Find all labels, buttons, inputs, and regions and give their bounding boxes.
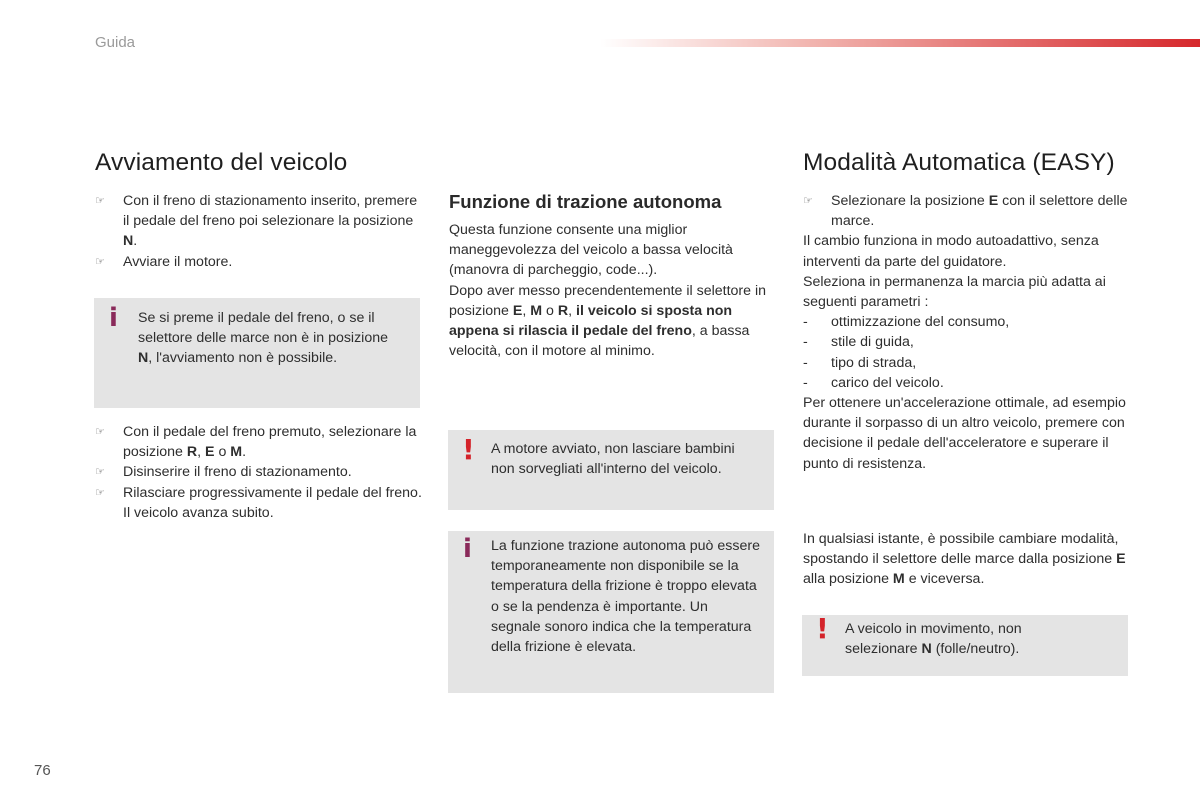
page-number: 76	[34, 762, 51, 779]
step-bullet-icon: ☞	[803, 194, 813, 207]
step-text: Disinserire il freno di stazionamento.	[123, 464, 352, 481]
section-label: Guida	[95, 34, 136, 51]
steps-drive	[95, 422, 425, 523]
title-trazione: Funzione di trazione autonoma	[449, 191, 722, 212]
info-icon: i	[109, 303, 118, 333]
easy-para-3: Per ottenere un'accelerazione ottimale, ad esempio durante il sorpasso di un altro veicolo, premere con decisione il pedale dell'acceleratore e superare il punto di resistenza.	[803, 395, 1126, 472]
step-text: Avviare il motore.	[123, 253, 233, 270]
header-accent-bar	[600, 39, 1200, 47]
step-item	[95, 252, 425, 272]
param-item: - tipo di strada,	[803, 354, 917, 371]
info-box-trazione	[448, 531, 774, 693]
step-text: Con il pedale del freno premuto, selezionare la posizione R, E o M.	[123, 424, 417, 461]
step-item	[803, 191, 1133, 231]
step-text: Selezionare la posizione E con il selettore delle marce.	[831, 193, 1128, 230]
title-easy: Modalità Automatica (EASY)	[803, 149, 1115, 176]
info-box-start	[94, 298, 420, 408]
param-item: - ottimizzazione del consumo,	[803, 314, 1010, 331]
steps-start	[95, 191, 425, 272]
title-avviamento: Avviamento del veicolo	[95, 149, 348, 176]
warning-icon: !	[462, 433, 475, 466]
step-text: Con il freno di stazionamento inserito, premere il pedale del freno poi selezionare la posizione N.	[123, 193, 418, 250]
warning-text: A motore avviato, non lasciare bambini non sorvegliati all'interno del veicolo.	[491, 441, 735, 478]
step-bullet-icon: ☞	[95, 194, 105, 207]
info-icon: i	[463, 534, 472, 564]
warning-box-neutral	[802, 612, 1128, 676]
param-item: - stile di guida,	[803, 334, 914, 351]
param-text: carico del veicolo.	[831, 374, 944, 391]
info-text: Se si preme il pedale del freno, o se il selettore delle marce non è in posizione N, l'avviamento non è possibile.	[138, 310, 389, 367]
trazione-body	[449, 220, 767, 361]
param-text: tipo di strada,	[831, 354, 917, 371]
step-bullet-icon: ☞	[95, 465, 105, 479]
step-item	[95, 483, 425, 523]
info-text: La funzione trazione autonoma può essere temporaneamente non disponibile se la temperatura della frizione è troppo elevata o se la pendenza è importante. Un segnale sonoro indica che la temperatura della frizione è elevata.	[491, 538, 760, 656]
step-bullet-icon: ☞	[95, 485, 105, 499]
step-bullet-icon: ☞	[95, 425, 105, 438]
easy-para-2: Seleziona in permanenza la marcia più adatta ai seguenti parametri :	[803, 273, 1106, 311]
step-bullet-icon: ☞	[95, 254, 105, 268]
step-item	[95, 462, 425, 482]
param-text: stile di guida,	[831, 334, 914, 351]
warning-icon: !	[816, 612, 829, 645]
step-item	[95, 191, 425, 252]
step-item	[95, 422, 425, 462]
easy-para-4: In qualsiasi istante, è possibile cambiare modalità, spostando il selettore delle marce dalla posizione E alla posizione M e viceversa.	[803, 531, 1126, 588]
warning-box-children	[448, 430, 774, 510]
step-text: Rilasciare progressivamente il pedale del freno. Il veicolo avanza subito.	[123, 484, 422, 521]
param-item: - carico del veicolo.	[803, 374, 944, 391]
easy-para-1: Il cambio funziona in modo autoadattivo, senza interventi da parte del guidatore.	[803, 233, 1099, 270]
param-text: ottimizzazione del consumo,	[831, 314, 1010, 331]
warning-text: A veicolo in movimento, non selezionare N (folle/neutro).	[845, 621, 1022, 658]
easy-para-4-wrap	[803, 529, 1133, 590]
easy-body	[803, 191, 1133, 474]
trazione-text: Questa funzione consente una miglior maneggevolezza del veicolo a bassa velocità (manovra di parcheggio, code...). Dopo aver messo precendentemente il selettore in posizione E, M o R, il veicolo si sposta non appena si rilascia il pedale del freno, a bassa velocità, con il motore al minimo.	[449, 222, 767, 360]
